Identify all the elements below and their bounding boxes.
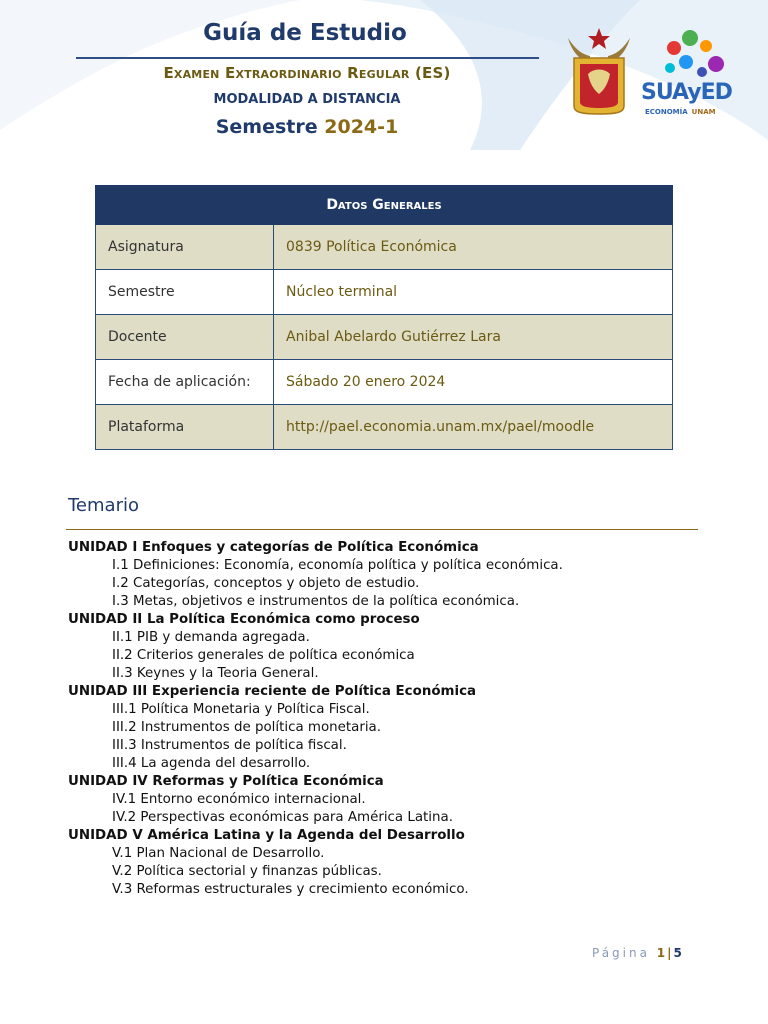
semester-year: 2024-1 [324, 116, 399, 138]
row-key: Asignatura [96, 225, 274, 270]
semester-heading [0, 116, 614, 138]
temario-divider [66, 529, 698, 530]
list-item: II.2 Criterios generales de política económica [112, 648, 415, 663]
semester-label: Semestre [215, 116, 318, 138]
exam-type: Examen Extraordinario Regular [163, 64, 410, 82]
unit-title: UNIDAD I Enfoques y categorías de Política Económica [68, 540, 479, 555]
list-item: IV.2 Perspectivas económicas para América Latina. [112, 810, 453, 825]
list-item: III.2 Instrumentos de política monetaria. [112, 720, 382, 735]
row-value: Sábado 20 enero 2024 [274, 360, 673, 405]
datos-heading: Datos Generales [96, 186, 673, 225]
list-item: I.3 Metas, objetivos e instrumentos de la política económica. [112, 594, 520, 609]
suayed-wordmark: SUAyED [641, 80, 732, 105]
table-row [96, 270, 673, 315]
list-item: V.3 Reformas estructurales y crecimiento económico. [112, 882, 469, 897]
page-label: Página [592, 946, 650, 960]
list-item: II.3 Keynes y la Teoria General. [112, 666, 319, 681]
list-item: I.2 Categorías, conceptos y objeto de estudio. [112, 576, 420, 591]
temario-heading: Temario [68, 495, 139, 516]
row-key: Fecha de aplicación: [96, 360, 274, 405]
page-separator: | [667, 946, 672, 960]
row-key: Plataforma [96, 405, 274, 450]
platform-link[interactable]: http://pael.economia.unam.mx/pael/moodle [274, 405, 673, 450]
exam-subtitle [0, 64, 614, 82]
suayed-unam: UNAM [691, 108, 716, 116]
list-item: V.2 Política sectorial y finanzas públicas. [112, 864, 382, 879]
exam-code: (ES) [414, 64, 451, 82]
table-row [96, 405, 673, 450]
current-page: 1 [656, 946, 666, 960]
row-key: Docente [96, 315, 274, 360]
unit-title: UNIDAD IV Reformas y Política Económica [68, 774, 384, 789]
page-number [592, 946, 682, 960]
facultad-economia-logo [566, 24, 632, 116]
datos-generales-table [95, 185, 673, 450]
suayed-subtext [645, 108, 716, 116]
list-item: III.1 Política Monetaria y Política Fiscal. [112, 702, 370, 717]
list-item: IV.1 Entorno económico internacional. [112, 792, 366, 807]
table-row [96, 360, 673, 405]
unit-title: UNIDAD II La Política Económica como proceso [68, 612, 420, 627]
table-row [96, 315, 673, 360]
modalidad-label: MODALIDAD A DISTANCIA [213, 92, 401, 107]
row-value: Núcleo terminal [274, 270, 673, 315]
unit-title: UNIDAD V América Latina y la Agenda del Desarrollo [68, 828, 465, 843]
table-row [96, 225, 673, 270]
list-item: III.4 La agenda del desarrollo. [112, 756, 311, 771]
list-item: V.1 Plan Nacional de Desarrollo. [112, 846, 325, 861]
total-pages: 5 [673, 946, 682, 960]
row-value: 0839 Política Económica [274, 225, 673, 270]
unit-title: UNIDAD III Experiencia reciente de Política Económica [68, 684, 477, 699]
row-value: Anibal Abelardo Gutiérrez Lara [274, 315, 673, 360]
list-item: III.3 Instrumentos de política fiscal. [112, 738, 347, 753]
syllabus-list [68, 539, 708, 899]
row-key: Semestre [96, 270, 274, 315]
list-item: I.1 Definiciones: Economía, economía política y política económica. [112, 558, 563, 573]
document-title: Guía de Estudio [203, 20, 407, 46]
list-item: II.1 PIB y demanda agregada. [112, 630, 310, 645]
suayed-economia: ECONOMÍA [645, 108, 688, 116]
title-divider [76, 57, 539, 59]
